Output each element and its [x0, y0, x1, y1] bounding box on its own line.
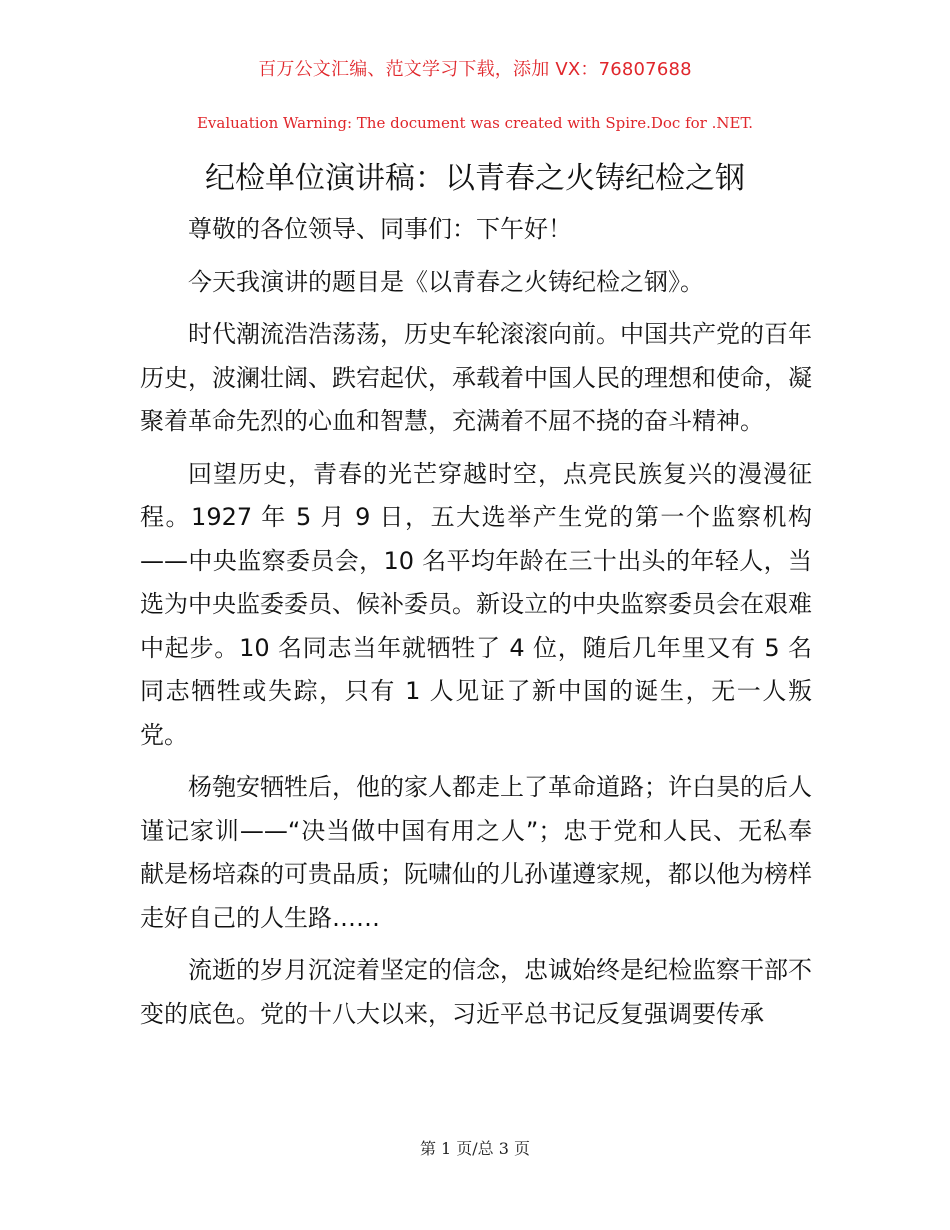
- document-title: 纪检单位演讲稿：以青春之火铸纪检之钢: [205, 161, 745, 196]
- paragraph-topic: 今天我演讲的题目是《以青春之火铸纪检之钢》。: [188, 267, 704, 296]
- paragraph-loyalty: 流逝的岁月沉淀着坚定的信念，忠诚始终是纪检监察干部不变的底色。党的十八大以来，习近平总书记反复强调要传承: [140, 956, 812, 1028]
- paragraph-martyrs: 杨匏安牺牲后，他的家人都走上了革命道路；许白昊的后人谨记家训——“决当做中国有用之人”；忠于党和人民、无私奉献是杨培森的可贵品质；阮啸仙的儿孙谨遵家规，都以他为榜样走好自己的人生路……: [140, 773, 812, 932]
- evaluation-warning: Evaluation Warning: The document was created with Spire.Doc for .NET.: [196, 114, 754, 132]
- paragraph-greeting: 尊敬的各位领导、同事们：下午好！: [188, 215, 572, 243]
- document-body: [140, 208, 812, 1045]
- paragraph-history: 时代潮流浩浩荡荡，历史车轮滚滚向前。中国共产党的百年历史，波澜壮阔、跌宕起伏，承载着中国人民的理想和使命，凝聚着革命先烈的心血和智慧，充满着不屈不挠的奋斗精神。: [140, 320, 812, 435]
- header-banner: 百万公文汇编、范文学习下载，添加 VX：76807688: [258, 59, 692, 80]
- paragraph-review: 回望历史，青春的光芒穿越时空，点亮民族复兴的漫漫征程。1927 年 5 月 9 日，五大选举产生党的第一个监察机构——中央监察委员会，10 名平均年龄在三十出头的年轻人，当选为中央监委委员、候补委员。新设立的中央监察委员会在艰难中起步。10 名同志当年就牺牲了 4 位，随后几年里又有 5 名同志牺牲或失踪，只有 1 人见证了新中国的诞生，无一人叛党。: [140, 459, 812, 749]
- page-number: 第 1 页/总 3 页: [419, 1139, 531, 1158]
